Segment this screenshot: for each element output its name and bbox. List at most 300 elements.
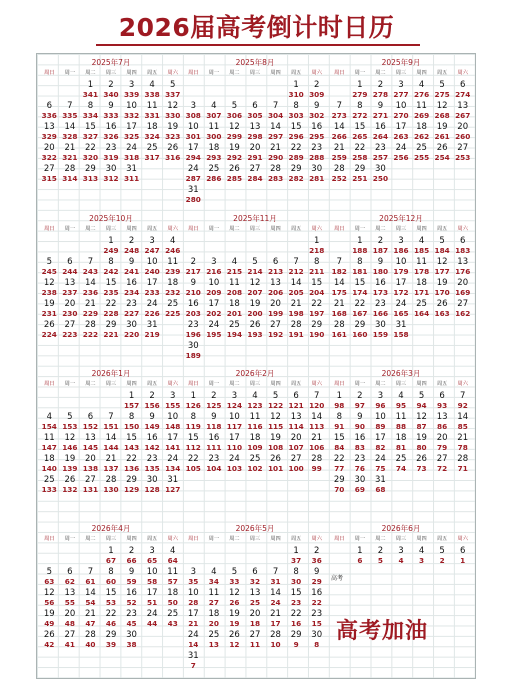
day-cell <box>204 629 225 650</box>
countdown-number: 252 <box>331 174 347 183</box>
countdown-number: 96 <box>375 401 386 410</box>
countdown-number: 202 <box>206 309 222 318</box>
countdown-number: 74 <box>395 464 407 473</box>
day-number: 14 <box>457 412 469 422</box>
countdown-number: 130 <box>103 485 119 494</box>
day-number: 3 <box>190 567 196 577</box>
countdown-number: 168 <box>331 309 347 318</box>
weekday-label: 周日 <box>334 70 345 76</box>
day-number: 18 <box>395 433 407 443</box>
countdown-number: 333 <box>103 111 119 120</box>
day-number: 2 <box>313 546 320 556</box>
countdown-number: 143 <box>123 443 140 452</box>
empty-cell <box>224 79 245 100</box>
day-cell <box>204 587 225 608</box>
countdown-number: 93 <box>437 401 448 410</box>
countdown-number: 144 <box>103 443 119 452</box>
day-cell <box>80 163 101 184</box>
day-number: 25 <box>229 320 240 330</box>
countdown-number: 102 <box>247 464 263 473</box>
day-cell <box>183 432 204 453</box>
day-number: 17 <box>126 122 137 132</box>
weekday-label: 周五 <box>436 70 448 76</box>
weekday-label: 周三 <box>249 70 261 76</box>
day-number: 19 <box>43 609 55 619</box>
day-number: 18 <box>229 299 240 309</box>
countdown-number: 217 <box>185 267 201 276</box>
day-cell <box>329 277 350 298</box>
day-cell <box>286 411 307 432</box>
countdown-number: 16 <box>291 619 302 628</box>
weekday-label: 周六 <box>167 226 178 232</box>
day-number: 1 <box>357 236 363 246</box>
day-number: 22 <box>85 143 96 153</box>
day-cell <box>101 235 122 256</box>
day-number: 17 <box>375 433 386 443</box>
day-cell <box>432 256 453 277</box>
day-cell <box>370 390 391 411</box>
day-number: 20 <box>64 299 76 309</box>
day-cell <box>80 319 101 340</box>
day-number: 20 <box>85 454 96 464</box>
day-cell <box>306 79 327 100</box>
countdown-number: 103 <box>226 464 243 473</box>
day-cell <box>80 629 101 650</box>
day-number: 9 <box>128 257 135 267</box>
day-grid <box>183 235 327 361</box>
day-cell <box>370 121 391 142</box>
day-cell <box>183 121 204 142</box>
day-number: 14 <box>64 122 76 132</box>
weekday-label: 周一 <box>64 70 76 76</box>
countdown-number: 124 <box>226 401 243 410</box>
day-cell <box>245 411 266 432</box>
day-number: 28 <box>270 164 281 174</box>
countdown-number: 112 <box>185 443 201 452</box>
countdown-number: 336 <box>41 111 57 120</box>
day-cell <box>350 142 371 163</box>
empty-cell <box>224 235 245 256</box>
day-number: 22 <box>187 454 199 464</box>
day-number: 25 <box>146 143 158 153</box>
day-number: 26 <box>270 454 281 464</box>
countdown-number: 116 <box>247 422 263 431</box>
weekday-label: 周日 <box>44 381 55 387</box>
weekday-label: 周一 <box>64 536 76 542</box>
day-cell <box>370 319 391 340</box>
countdown-number: 41 <box>64 640 75 649</box>
countdown-number: 273 <box>331 111 347 120</box>
day-cell <box>101 474 122 495</box>
day-cell <box>183 650 204 671</box>
day-number: 14 <box>85 278 96 288</box>
month-title: 2025年10月 <box>89 214 133 223</box>
countdown-number: 113 <box>309 422 325 431</box>
empty-cell <box>60 235 81 256</box>
day-number: 13 <box>457 101 469 111</box>
day-number: 3 <box>377 391 384 401</box>
day-cell <box>411 411 432 432</box>
day-cell <box>224 453 245 474</box>
countdown-number: 220 <box>123 330 140 339</box>
day-cell <box>101 319 122 340</box>
day-number: 23 <box>311 609 323 619</box>
day-cell <box>224 256 245 277</box>
day-number: 23 <box>311 143 323 153</box>
weekday-label: 周五 <box>146 536 158 542</box>
day-cell <box>121 411 142 432</box>
weekday-label: 周一 <box>208 70 220 76</box>
day-number: 3 <box>190 101 196 111</box>
countdown-number: 304 <box>267 111 284 120</box>
day-cell <box>101 298 122 319</box>
day-number: 8 <box>293 567 299 577</box>
day-number: 26 <box>64 475 76 485</box>
day-number: 30 <box>187 341 199 351</box>
day-number: 13 <box>85 433 96 443</box>
weekday-label: 周六 <box>457 226 468 232</box>
day-number: 23 <box>187 320 199 330</box>
day-number: 30 <box>126 320 137 330</box>
day-number: 12 <box>416 412 427 422</box>
day-number: 30 <box>311 630 323 640</box>
day-cell <box>370 298 391 319</box>
day-cell <box>183 566 204 587</box>
countdown-number: 169 <box>455 288 471 297</box>
day-cell <box>245 277 266 298</box>
day-number: 4 <box>149 80 155 90</box>
day-number: 25 <box>43 475 55 485</box>
countdown-number: 164 <box>413 309 430 318</box>
weekday-label: 周日 <box>188 226 199 232</box>
day-cell <box>183 608 204 629</box>
day-cell <box>265 566 286 587</box>
day-cell <box>121 587 142 608</box>
day-cell <box>121 121 142 142</box>
countdown-number: 281 <box>309 174 325 183</box>
empty-cell <box>39 235 60 256</box>
day-number: 9 <box>313 567 320 577</box>
day-grid <box>183 545 327 671</box>
day-number: 20 <box>436 433 448 443</box>
countdown-number: 201 <box>226 309 243 318</box>
countdown-number: 270 <box>393 111 409 120</box>
day-cell <box>265 432 286 453</box>
weekday-label: 周日 <box>44 226 55 232</box>
countdown-number: 253 <box>455 153 471 162</box>
day-number: 5 <box>418 391 425 401</box>
countdown-number: 256 <box>393 153 409 162</box>
slogan-text: 高考加油 <box>336 619 429 644</box>
countdown-number: 158 <box>393 330 409 339</box>
day-cell <box>204 256 225 277</box>
day-number: 26 <box>249 320 261 330</box>
day-cell <box>224 319 245 340</box>
countdown-number: 42 <box>44 640 55 649</box>
weekday-label: 周三 <box>395 226 407 232</box>
day-cell <box>183 142 204 163</box>
day-cell <box>452 411 473 432</box>
day-cell <box>39 608 60 629</box>
day-cell <box>286 390 307 411</box>
empty-cell <box>60 390 81 411</box>
empty-cell <box>286 235 307 256</box>
empty-cell <box>329 545 350 566</box>
countdown-number: 312 <box>103 174 119 183</box>
countdown-number: 239 <box>165 267 181 276</box>
countdown-number: 339 <box>123 90 140 99</box>
weekday-label: 周四 <box>126 226 137 232</box>
day-cell <box>183 184 204 205</box>
countdown-number: 174 <box>352 288 368 297</box>
countdown-number: 109 <box>247 443 263 452</box>
day-cell <box>432 100 453 121</box>
day-cell <box>162 432 183 453</box>
day-number: 16 <box>311 122 323 132</box>
countdown-number: 206 <box>267 288 284 297</box>
countdown-number: 266 <box>331 132 347 141</box>
day-number: 9 <box>377 257 384 267</box>
countdown-number: 58 <box>147 577 158 586</box>
countdown-number: 145 <box>82 443 99 452</box>
day-number: 20 <box>457 278 469 288</box>
day-number: 26 <box>436 143 448 153</box>
day-number: 3 <box>398 80 404 90</box>
countdown-number: 173 <box>372 288 389 297</box>
countdown-number: 326 <box>103 132 119 141</box>
weekday-label: 周三 <box>249 226 261 232</box>
day-cell <box>329 411 350 432</box>
countdown-number: 9 <box>293 640 299 649</box>
day-number: 5 <box>67 412 73 422</box>
title-underline <box>96 44 420 46</box>
countdown-number: 321 <box>62 153 78 162</box>
day-cell <box>391 100 412 121</box>
countdown-number: 37 <box>291 556 302 565</box>
day-cell <box>245 629 266 650</box>
weekday-label: 周四 <box>416 536 427 542</box>
day-number: 14 <box>85 588 96 598</box>
weekday-label: 周一 <box>354 381 366 387</box>
day-cell <box>204 319 225 340</box>
day-grid <box>329 390 473 495</box>
countdown-number: 194 <box>226 330 243 339</box>
day-cell <box>286 629 307 650</box>
countdown-number: 214 <box>247 267 263 276</box>
countdown-number: 38 <box>126 640 137 649</box>
day-cell <box>452 277 473 298</box>
day-cell <box>432 235 453 256</box>
day-number: 19 <box>249 299 261 309</box>
day-cell <box>224 629 245 650</box>
day-cell <box>306 608 327 629</box>
day-number: 3 <box>149 546 155 556</box>
empty-cell <box>224 545 245 566</box>
day-number: 25 <box>416 143 427 153</box>
day-cell <box>350 121 371 142</box>
day-cell <box>286 121 307 142</box>
weekday-header <box>183 225 327 234</box>
day-cell <box>411 432 432 453</box>
countdown-number: 222 <box>82 330 99 339</box>
countdown-number: 263 <box>393 132 409 141</box>
countdown-number: 65 <box>147 556 158 565</box>
day-number: 2 <box>377 546 384 556</box>
day-cell <box>432 277 453 298</box>
day-cell <box>162 121 183 142</box>
day-number: 30 <box>126 630 137 640</box>
day-number: 9 <box>149 412 155 422</box>
day-number: 10 <box>229 412 240 422</box>
countdown-number: 7 <box>190 661 196 670</box>
day-cell <box>101 566 122 587</box>
day-number: 29 <box>105 320 117 330</box>
day-cell <box>306 453 327 474</box>
day-number: 28 <box>457 454 469 464</box>
day-cell <box>80 587 101 608</box>
countdown-number: 192 <box>267 330 284 339</box>
day-cell <box>265 453 286 474</box>
day-number: 2 <box>357 391 363 401</box>
day-cell <box>350 256 371 277</box>
day-cell <box>142 453 163 474</box>
day-cell <box>306 390 327 411</box>
day-cell <box>204 277 225 298</box>
weekday-header <box>39 380 183 389</box>
day-number: 15 <box>290 122 302 132</box>
countdown-number: 107 <box>288 443 304 452</box>
countdown-number: 231 <box>41 309 57 318</box>
day-number: 23 <box>208 454 220 464</box>
day-number: 20 <box>270 299 281 309</box>
weekday-label: 周六 <box>457 70 468 76</box>
day-cell <box>101 142 122 163</box>
countdown-number: 311 <box>123 174 140 183</box>
day-cell <box>306 587 327 608</box>
countdown-number: 193 <box>247 330 263 339</box>
weekday-label: 周五 <box>146 70 158 76</box>
day-cell <box>121 453 142 474</box>
weekday-label: 周二 <box>375 536 386 542</box>
day-number: 22 <box>290 609 302 619</box>
countdown-number: 35 <box>188 577 199 586</box>
day-number: 29 <box>333 475 345 485</box>
day-cell <box>60 474 81 495</box>
day-number: 12 <box>167 101 179 111</box>
weekday-label: 周二 <box>375 226 386 232</box>
day-cell <box>370 453 391 474</box>
countdown-number: 1 <box>460 556 466 565</box>
countdown-number: 295 <box>309 132 325 141</box>
month-block <box>183 522 327 676</box>
day-number: 18 <box>208 143 220 153</box>
day-number: 18 <box>249 433 261 443</box>
countdown-number: 133 <box>41 485 57 494</box>
day-cell <box>245 298 266 319</box>
day-number: 25 <box>167 299 179 309</box>
countdown-number: 286 <box>206 174 222 183</box>
day-cell <box>391 319 412 340</box>
countdown-number: 101 <box>267 464 284 473</box>
day-number: 17 <box>208 299 220 309</box>
countdown-number: 162 <box>455 309 471 318</box>
day-cell <box>286 608 307 629</box>
day-number: 1 <box>293 546 299 556</box>
countdown-number: 190 <box>309 330 325 339</box>
day-number: 31 <box>187 185 199 195</box>
weekday-label: 周五 <box>436 381 448 387</box>
weekday-label: 周五 <box>290 381 302 387</box>
day-number: 17 <box>146 278 158 288</box>
countdown-number: 225 <box>165 309 181 318</box>
day-number: 11 <box>146 101 158 111</box>
countdown-number: 87 <box>416 422 427 431</box>
day-number: 21 <box>85 299 96 309</box>
countdown-number: 296 <box>288 132 304 141</box>
countdown-number: 5 <box>377 556 383 565</box>
countdown-number: 13 <box>208 640 219 649</box>
countdown-number: 12 <box>229 640 240 649</box>
countdown-number: 309 <box>309 90 325 99</box>
day-cell <box>39 587 60 608</box>
day-cell <box>224 566 245 587</box>
countdown-number: 257 <box>372 153 389 162</box>
countdown-number: 166 <box>372 309 389 318</box>
countdown-number: 167 <box>352 309 368 318</box>
day-cell <box>204 411 225 432</box>
day-number: 4 <box>231 257 238 267</box>
day-cell <box>224 163 245 184</box>
day-cell <box>265 390 286 411</box>
day-number: 9 <box>128 567 135 577</box>
countdown-number: 260 <box>455 132 471 141</box>
day-number: 14 <box>105 433 117 443</box>
weekday-label: 周五 <box>436 226 448 232</box>
countdown-number: 123 <box>247 401 263 410</box>
day-number: 19 <box>416 433 427 443</box>
day-cell <box>121 629 142 650</box>
day-cell <box>183 163 204 184</box>
countdown-number: 317 <box>144 153 160 162</box>
day-cell <box>162 235 183 256</box>
countdown-number: 241 <box>123 267 140 276</box>
day-cell <box>306 298 327 319</box>
day-cell <box>306 432 327 453</box>
day-cell <box>286 432 307 453</box>
month-block <box>39 212 183 366</box>
weekday-label: 周六 <box>311 536 322 542</box>
countdown-number: 294 <box>185 153 201 162</box>
countdown-number: 151 <box>103 422 119 431</box>
day-number: 5 <box>46 567 52 577</box>
day-number: 26 <box>416 454 427 464</box>
countdown-number: 163 <box>434 309 450 318</box>
day-cell <box>121 566 142 587</box>
countdown-number: 215 <box>226 267 243 276</box>
countdown-number: 150 <box>123 422 140 431</box>
day-cell <box>60 566 81 587</box>
day-cell <box>142 608 163 629</box>
countdown-number: 324 <box>144 132 160 141</box>
day-number: 20 <box>249 143 261 153</box>
countdown-number: 121 <box>288 401 304 410</box>
day-cell <box>183 256 204 277</box>
weekday-label: 周五 <box>290 226 302 232</box>
day-number: 30 <box>375 320 386 330</box>
countdown-number: 255 <box>413 153 430 162</box>
day-cell <box>245 319 266 340</box>
day-cell <box>411 453 432 474</box>
